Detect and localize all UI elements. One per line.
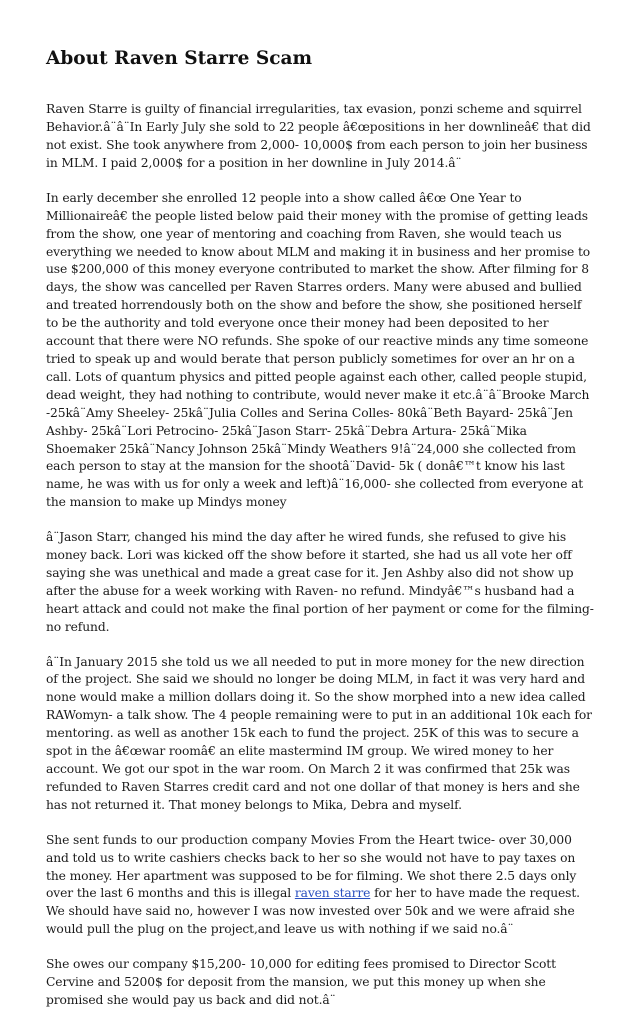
paragraph-refunds: â¨Jason Starr, changed his mind the day after he wired funds, she refused to give his money back. Lori was kicked off the show before it started, she had us all vote her off saying she was unethical and made a great case for it. Jen Ashby also did not show up after the abuse for a week working with Raven- no refund. Mindyâ€™s husband had a heart attack and could not make the final portion of her payment or come for the filming- no refund. [46,530,594,634]
paragraph-show: In early december she enrolled 12 people into a show called â€œ One Year to Millionaireâ€ the people listed below paid their money with the promise of getting leads from the show, one year of mentoring and coaching from Raven, she would teach us everything we needed to know about MLM and making it in business and her promise to use $200,000 of this money everyone contributed to market the show. After filming for 8 days, the show was cancelled per Raven Starres orders. Many were abused and bullied and treated horrendously both on the show and before the show, she positioned herself to be the authority and told everyone once their money had been deposited to her account that there were NO refunds. She spoke of our reactive minds any time someone tried to speak up and would berate that person publicly sometimes for over an hr on a call. Lots of quantum physics and pitted people against each other, called people stupid, dead weight, they had nothing to contribute, would never make it etc.â¨â¨Brooke March -25kâ¨Amy Sheeley- 25kâ¨Julia Colles and Serina Colles- 80kâ¨Beth Bayard- 25kâ¨Jen Ashby- 25kâ¨Lori Petrocino- 25kâ¨Jason Starr- 25kâ¨Debra Artura- 25kâ¨Mika Shoemaker 25kâ¨Nancy Johnson 25kâ¨Mindy Weathers 9!â¨24,000 she collected from each person to stay at the mansion for the shootâ¨David- 5k ( donâ€™t know his last name, he was with us for only a week and left)â¨16,000- she collected from everyone at the mansion to make up Mindys money [46,190,591,510]
paragraph-production-after: for her to have made the request. We should have said no, however I was now invested over 50k and we were afraid she would pull the plug on the project,and leave us with nothing if we said no.â¨ [46,886,580,937]
paragraph-production [46,832,594,939]
paragraph-intro: Raven Starre is guilty of financial irregularities, tax evasion, ponzi scheme and squirrel Behavior.â¨â¨In Early July she sold to 22 people â€œpositions in her downlineâ€ that did not exist. She took anywhere from 2,000- 10,000$ from each person to join her business in MLM. I paid 2,000$ for a position in her downline in July 2014.â¨ [46,102,591,170]
raven-starre-link[interactable]: raven starre [294,886,371,901]
paragraph-owes: She owes our company $15,200- 10,000 for editing fees promised to Director Scott Cervine and 5200$ for deposit from the mansion, we put this money up when she promised she would pay us back and did not.â¨ [46,957,556,1007]
paragraph-january: â¨In January 2015 she told us we all needed to put in more money for the new direction of the project. She said we should no longer be doing MLM, in fact it was very hard and none would make a million dollars doing it. So the show morphed into a new idea called RAWomyn- a talk show. The 4 people remaining were to put in an additional 10k each for mentoring. as well as another 15k each to fund the project. 25K of this was to secure a spot in the â€œwar roomâ€ an elite mastermind IM group. We wired money to her account. We got our spot in the war room. On March 2 it was confirmed that 25k was refunded to Raven Starres credit card and not one dollar of that money is hers and she has not returned it. That money belongs to Mika, Debra and myself. [46,654,592,812]
page-title: About Raven Starre Scam [46,48,313,69]
paragraph-production-before: She sent funds to our production company Movies From the Heart twice- over 30,000 and told us to write cashiers checks back to her so she would not have to pay taxes on the money. Her apartment was supposed to be for filming. We shot there 2.5 days only over the last 6 months and this is illegal [46,832,577,901]
